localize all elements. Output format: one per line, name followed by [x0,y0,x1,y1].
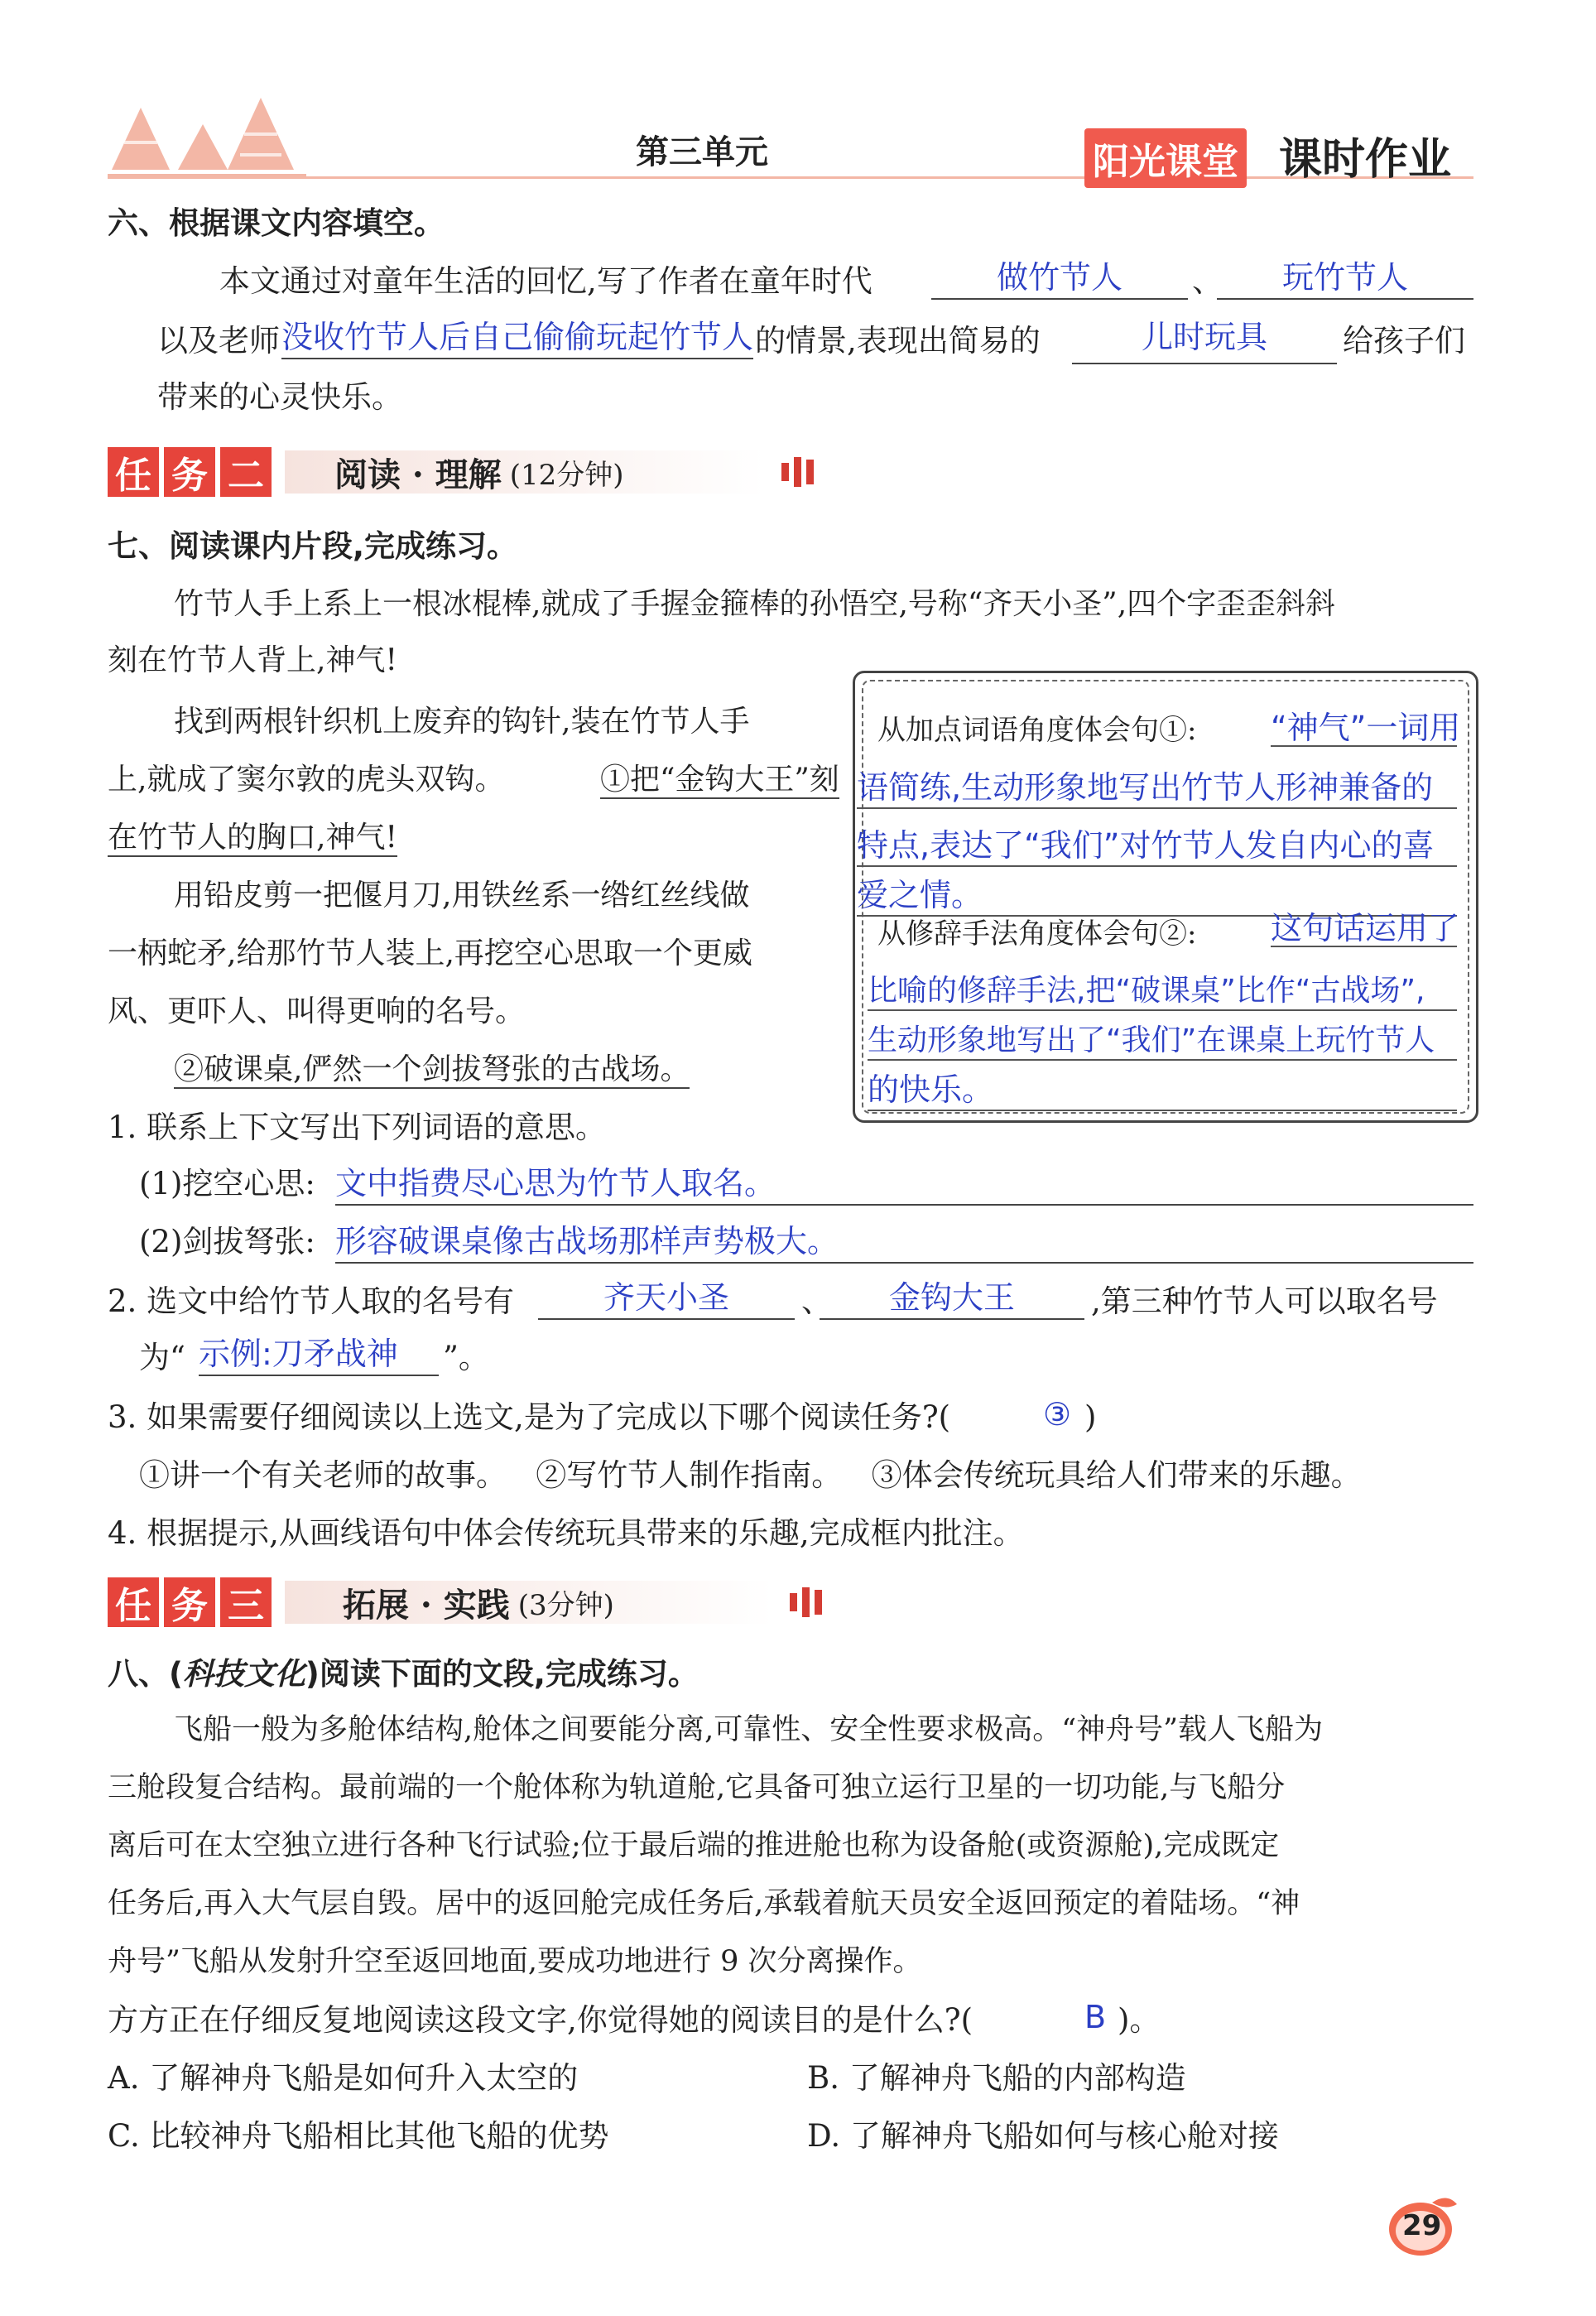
section7-title: 七、阅读课内片段,完成练习。 [108,528,518,564]
option-c: C. 比较神舟飞船相比其他飞船的优势 [108,2118,609,2154]
blank-3: 没收竹节人后自己偷偷玩起竹节人 [281,311,753,359]
underlined-sentence-1-cont: 在竹节人的胸口,神气! [108,820,397,857]
task3-char: 任 [108,1577,159,1627]
passage-line: 用铅皮剪一把偃月刀,用铁丝系一绺红丝线做 [174,879,750,912]
q1b-label: (2)剑拔弩张: [139,1224,315,1259]
task3-char: 三 [220,1577,272,1627]
section6-line2-suffix: 给孩子们 [1343,323,1465,359]
passage-line: 三舱段复合结构。最前端的一个舱体称为轨道舱,它具备可独立运行卫星的一切功能,与飞船分 [108,1771,1286,1804]
q2-answer-3: 示例:刀矛战神 [199,1328,439,1376]
banner-bars-icon [781,457,819,487]
unit-title: 第三单元 [636,133,768,171]
box-answer-1-line: 特点,表达了“我们”对竹节人发自内心的喜 [857,820,1457,867]
blank-4: 儿时玩具 [1072,311,1337,364]
q1a-label: (1)挖空心思: [139,1166,315,1201]
box-label-2: 从修辞手法角度体会句②: [877,917,1197,951]
underlined-sentence-1: ①把“金钩大王”刻 [600,762,839,799]
section8-title-a: 八、( [108,1656,183,1692]
q2-line2-prefix: 为“ [139,1340,185,1375]
box-answer-1-line: 语简练,生动形象地写出竹节人形神兼备的 [857,762,1457,809]
q2-answer-1: 齐天小圣 [538,1272,795,1320]
q2-suffix: ,第三种竹节人可以取名号 [1091,1283,1438,1319]
page-number: 29 [1402,2209,1442,2242]
q3-options: ①讲一个有关老师的故事。 ②写竹节人制作指南。 ③体会传统玩具给人们带来的乐趣。 [139,1457,1362,1493]
section8-question-end: )。 [1118,2002,1161,2038]
q3-end: ) [1084,1399,1097,1435]
brand-text: 课时作业 [1279,135,1452,185]
section8-answer: B [1084,1999,1107,2035]
section6-line3: 带来的心灵快乐。 [157,379,402,415]
box-answer-2-line: 生动形象地写出了“我们”在课桌上玩竹节人 [868,1017,1457,1061]
task2-char: 任 [108,447,159,497]
q2-answer-2: 金钩大王 [820,1272,1084,1320]
section6-title: 六、根据课文内容填空。 [108,205,445,241]
task2-time: (12分钟) [509,458,624,492]
box-answer-2-line: 的快乐。 [868,1064,1457,1111]
task3-char: 务 [164,1577,215,1627]
task3-banner [108,1577,827,1627]
passage-line: 找到两根针织机上废弃的钩针,装在竹节人手 [174,705,750,739]
question-2: 2. 选文中给竹节人取的名号有 [108,1283,515,1319]
section6-line2-mid: 的情景,表现出简易的 [755,323,1041,359]
box-label-1: 从加点词语角度体会句①: [877,714,1197,747]
underlined-sentence-2: ②破课桌,俨然一个剑拔弩张的古战场。 [174,1052,690,1089]
section8-title [108,1656,699,1692]
question-4: 4. 根据提示,从画线语句中体会传统玩具带来的乐趣,完成框内批注。 [108,1515,1024,1551]
q2-line2-suffix: ”。 [443,1340,489,1375]
option-a: A. 了解神舟飞船是如何升入太空的 [108,2060,579,2096]
section8-question: 方方正在仔细反复地阅读这段文字,你觉得她的阅读目的是什么?( [108,2002,973,2038]
question-3: 3. 如果需要仔细阅读以上选文,是为了完成以下哪个阅读任务?( [108,1399,951,1435]
task2-char: 务 [164,447,215,497]
section8-tag: 科技文化 [182,1656,305,1692]
passage-line: 上,就成了窦尔敦的虎头双钩。 [108,763,505,797]
task2-char: 二 [220,447,272,497]
task3-time: (3分钟) [517,1588,614,1622]
q3-answer: ③ [1043,1396,1072,1432]
section6-line2-prefix: 以及老师 [157,323,280,359]
passage-line: 任务后,再入大气层自毁。居中的返回舱完成任务后,承载着航天员安全返回预定的着陆场。“神 [108,1887,1300,1920]
box-answer-1: “神气”一词用 [1271,702,1457,747]
box-answer-2-line: 比喻的修辞手法,把“破课桌”比作“古战场”, [868,967,1457,1011]
passage-line: 舟号”飞船从发射升空至返回地面,要成功地进行 9 次分离操作。 [108,1945,922,1978]
blank-1: 做竹节人 [931,252,1188,300]
passage-line: 飞船一般为多舱体结构,舱体之间要能分离,可靠性、安全性要求极高。“神舟号”载人飞船为 [174,1713,1324,1746]
option-b: B. 了解神舟飞船的内部构造 [807,2060,1186,2096]
header-line [108,176,1473,179]
passage-line: 一柄蛇矛,给那竹节人装上,再挖空心思取一个更威 [108,937,752,970]
blank-2: 玩竹节人 [1217,252,1473,300]
box-answer-1-line: 爱之情。 [857,869,1457,917]
pine-trees-decoration [108,91,306,182]
task2-title: 阅读 · 理解 [334,455,502,494]
q1b-answer: 形容破课桌像古战场那样声势极大。 [335,1216,1473,1264]
sep-1: 、 [1192,263,1223,299]
question-1: 1. 联系上下文写出下列词语的意思。 [108,1110,607,1145]
task3-title: 拓展 · 实践 [343,1585,510,1625]
passage-line: 刻在竹节人背上,神气! [108,643,397,677]
passage-line: 风、更吓人、叫得更响的名号。 [108,994,526,1028]
passage-line: 离后可在太空独立进行各种飞行试验;位于最后端的推进舱也称为设备舱(或资源舱),完成既定 [108,1829,1280,1862]
brand-box: 阳光课堂 [1084,128,1247,188]
option-d: D. 了解神舟飞船如何与核心舱对接 [807,2118,1279,2154]
q2-sep: 、 [801,1283,832,1319]
banner-bars-icon [790,1587,827,1617]
task2-banner [108,447,819,497]
passage-line: 竹节人手上系上一根冰棍棒,就成了手握金箍棒的孙悟空,号称“齐天小圣”,四个字歪歪斜斜 [174,587,1336,621]
section6-line1: 本文通过对童年生活的回忆,写了作者在童年时代 [219,263,873,299]
box-answer-2: 这句话运用了 [1271,903,1457,947]
section8-title-b: )阅读下面的文段,完成练习。 [305,1656,699,1692]
q1a-answer: 文中指费尽心思为竹节人取名。 [335,1158,1473,1206]
